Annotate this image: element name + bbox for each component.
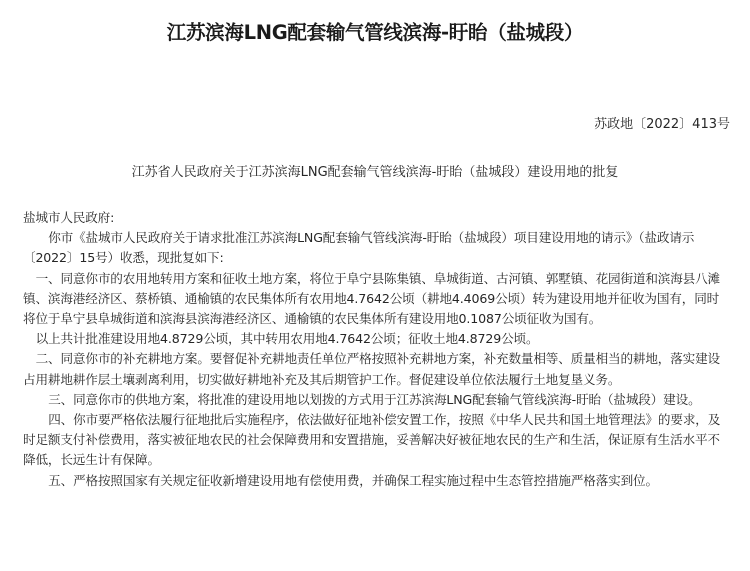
document-body [23,208,727,491]
paragraph-total: 以上共计批准建设用地4.8729公顷，其中转用农用地4.7642公顷；征收土地4.8729公顷。 [35,331,539,347]
paragraph-item-3: 三、同意你市的供地方案，将批准的建设用地以划拨的方式用于江苏滨海LNG配套输气管线滨海-盱眙（盐城段）建设。 [48,391,701,407]
document-subtitle: 江苏省人民政府关于江苏滨海LNG配套输气管线滨海-盱眙（盐城段）建设用地的批复 [131,165,619,180]
document-title: 江苏滨海LNG配套输气管线滨海-盱眙（盐城段） [166,21,584,44]
paragraph-intro: 你市《盐城市人民政府关于请求批准江苏滨海LNG配套输气管线滨海-盱眙（盐城段）项目建设用地的请示》（盐政请示〔2022〕15号）收悉，现批复如下: [23,230,695,266]
paragraph-item-2: 二、同意你市的补充耕地方案。要督促补充耕地责任单位严格按照补充耕地方案，补充数量相等、质量相当的耕地，落实建设占用耕地耕作层土壤剥离利用，切实做好耕地补充及其后期管护工作。督促建设单位依法履行土地复垦义务。 [23,351,721,387]
paragraph-item-4: 四、你市要严格依法履行征地批后实施程序，依法做好征地补偿安置工作，按照《中华人民共和国土地管理法》的要求，及时足额支付补偿费用，落实被征地农民的社会保障费用和安置措施，妥善解决好被征地农民的生产和生活，保证原有生活水平不降低，长远生计有保障。 [23,412,721,468]
paragraph-item-1: 一、同意你市的农用地转用方案和征收土地方案，将位于阜宁县陈集镇、阜城街道、古河镇、郭墅镇、花园街道和滨海县八滩镇、滨海港经济区、蔡桥镇、通榆镇的农民集体所有农用地4.7642公顷（耕地4.4069公顷）转为建设用地并征收为国有，同时将位于阜宁县阜城街道和滨海县滨海港经济区、通榆镇的农民集体所有建设用地0.1087公顷征收为国有。 [23,270,721,327]
addressee: 盐城市人民政府: [23,210,115,225]
document-number: 苏政地〔2022〕413号 [594,117,730,132]
paragraph-item-5: 五、严格按照国家有关规定征收新增建设用地有偿使用费，并确保工程实施过程中生态管控措施严格落实到位。 [48,472,658,488]
